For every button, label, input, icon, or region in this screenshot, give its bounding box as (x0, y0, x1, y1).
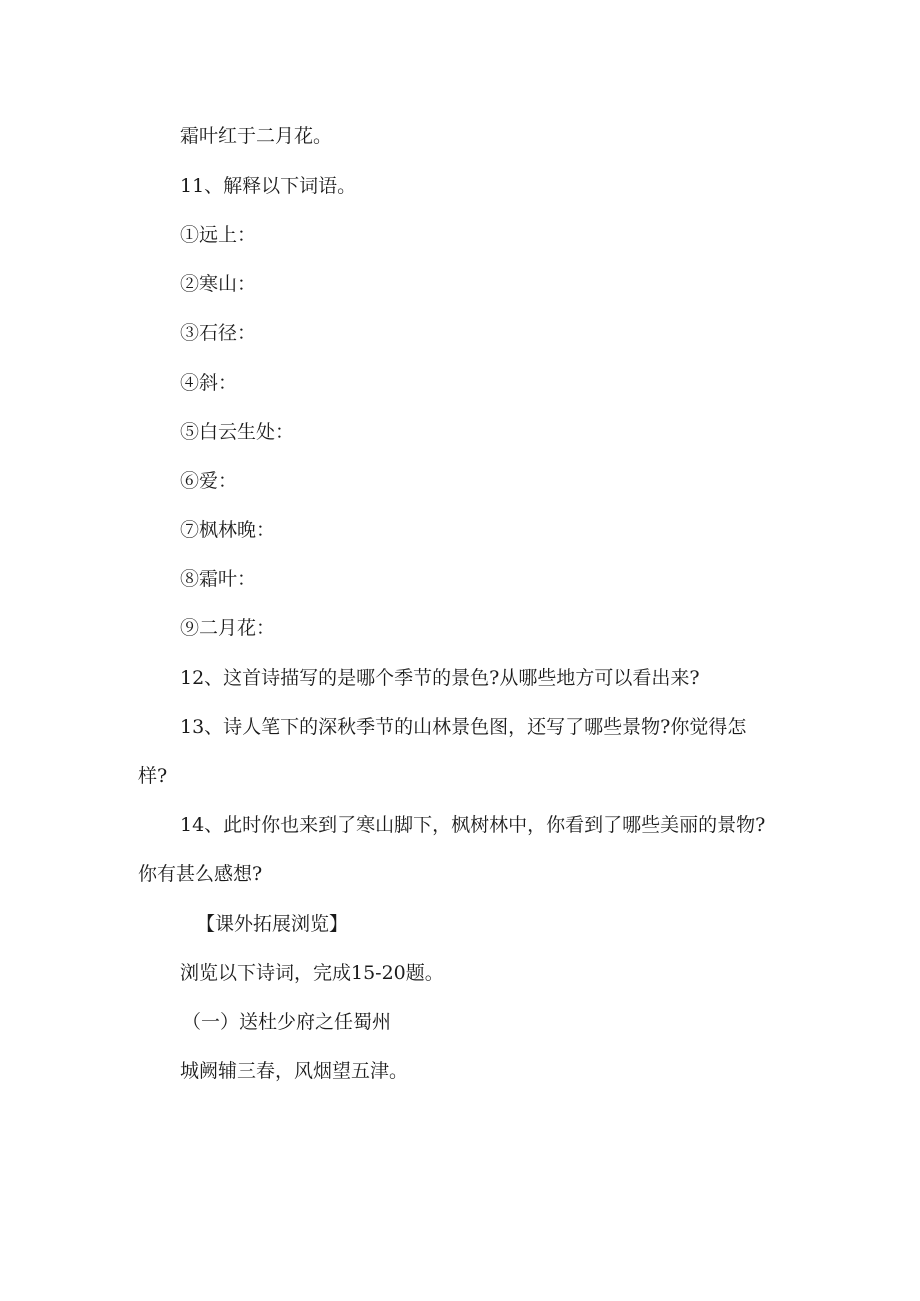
term-8: ⑧霜叶： (180, 568, 257, 590)
question-12: 12、这首诗描写的是哪个季节的景色?从哪些地方可以看出来? (180, 667, 700, 689)
term-1: ①远上： (180, 224, 257, 246)
term-9: ⑨二月花： (180, 617, 276, 639)
term-3: ③石径： (180, 322, 257, 344)
question-14: 14、此时你也来到了寒山脚下，枫树林中，你看到了哪些美丽的景物? (180, 814, 766, 836)
poem-first-line: 城阙辅三春，风烟望五津。 (180, 1060, 409, 1082)
poem-line-shuangye: 霜叶红于二月花。 (180, 125, 333, 147)
section-heading: 【课外拓展浏览】 (196, 913, 349, 935)
term-5: ⑤白云生处： (180, 421, 295, 443)
reading-instruction: 浏览以下诗词，完成15-20题。 (180, 962, 444, 984)
term-7: ⑦枫林晚： (180, 519, 276, 541)
term-6: ⑥爱： (180, 470, 238, 492)
question-13: 13、诗人笔下的深秋季节的山林景色图，还写了哪些景物?你觉得怎 (180, 716, 747, 738)
term-4: ④斜： (180, 372, 238, 394)
question-13-cont: 样? (138, 765, 168, 787)
poem-title: （一）送杜少府之任蜀州 (182, 1011, 392, 1033)
question-11: 11、解释以下词语。 (180, 175, 357, 197)
question-14-cont: 你有甚么感想? (138, 863, 263, 885)
term-2: ②寒山： (180, 273, 257, 295)
